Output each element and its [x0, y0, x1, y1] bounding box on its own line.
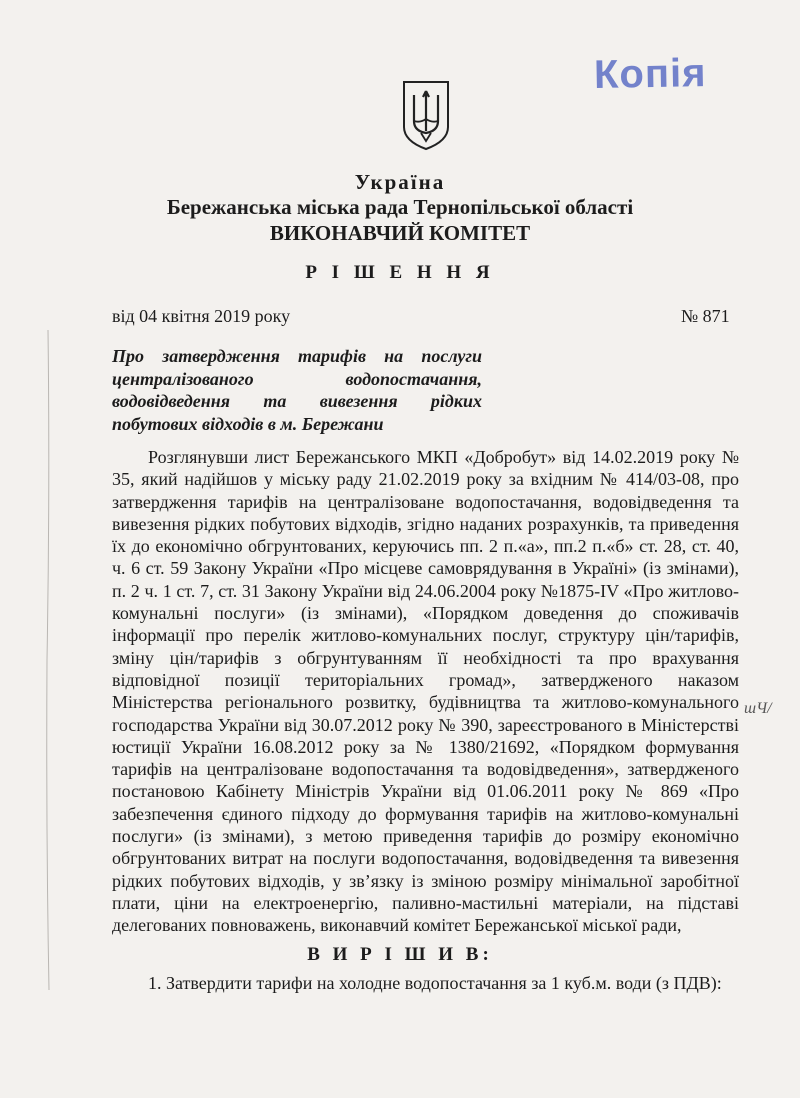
country-title: Україна — [354, 170, 446, 194]
document-type-heading: Р І Ш Е Н Н Я — [305, 262, 495, 283]
resolve-heading: В И Р І Ш И В: — [307, 944, 493, 965]
decision-date: від 04 квітня 2019 року — [112, 306, 291, 326]
copy-stamp: Копія — [593, 51, 707, 97]
decision-subject: Про затвердження тарифів на послуги централізованого водопостачання, водовідведення та вивезення рідких побутових відходів в м. Бережани — [112, 346, 482, 434]
margin-mark — [44, 330, 52, 990]
resolution-item-1: 1. Затвердити тарифи на холодне водопостачання за 1 куб.м. води (з ПДВ): — [148, 973, 722, 993]
decision-number: № 871 — [681, 306, 730, 326]
committee-title: ВИКОНАВЧИЙ КОМІТЕТ — [269, 221, 531, 245]
preamble-paragraph: Розглянувши лист Бережанського МКП «Добробут» від 14.02.2019 року № 35, який надійшов у міську раду 21.02.2019 року за вхідним № 414/03-08, про затвердження тарифів на централізоване водопостачання, водовідведення та вивезення рідких побутових відходів, згідно наданих розрахунків, та приведення їх до економічно обгрунтованих, керуючись пп. 2 п.«а», пп.2 п.«б» ст. 28, ст. 40, ч. 6 ст. 59 Закону України «Про місцеве самоврядування в Україні» (із змінами), п. 2 ч. 1 ст. 7, ст. 31 Закону України від 24.06.2004 року №1875-IV «Про житлово-комунальні послуги» (із змінами), «Порядком доведення до споживачів інформації про перелік житлово-комунальних послуг, структуру цін/тарифів, зміну цін/тарифів з обгрунтуванням її необхідності та про врахування відповідної позиції територіальних громад», затвердженого наказом Міністерства регіонального розвитку, будівництва та житлово-комунального господарства України від 30.07.2012 року № 390, зареєстрованого в Міністерстві юстиції України 16.08.2012 року за № 1380/21692, «Порядком формування тарифів на централізоване водопостачання та водовідведення», затвердженого постановою Кабінету Міністрів України від 01.06.2011 року № 869 «Про забезпечення єдиного підходу до формування тарифів на житлово-комунальні послуги» (із змінами), з метою приведення тарифів до розміру економічно обгрунтованих витрат на послуги водопостачання, водовідведення та вивезення рідких побутових відходів, у зв’язку із зміною розміру мінімальної заробітної плати, ціни на електроенергію, паливно-мастильні матеріали, на підставі делегованих повноважень, виконавчий комітет Бережанської міської ради, — [112, 447, 739, 936]
council-title: Бережанська міська рада Тернопільської області — [166, 195, 634, 219]
trident-coat-of-arms-icon — [401, 79, 451, 151]
handwritten-note: шЧ/ — [744, 700, 772, 717]
